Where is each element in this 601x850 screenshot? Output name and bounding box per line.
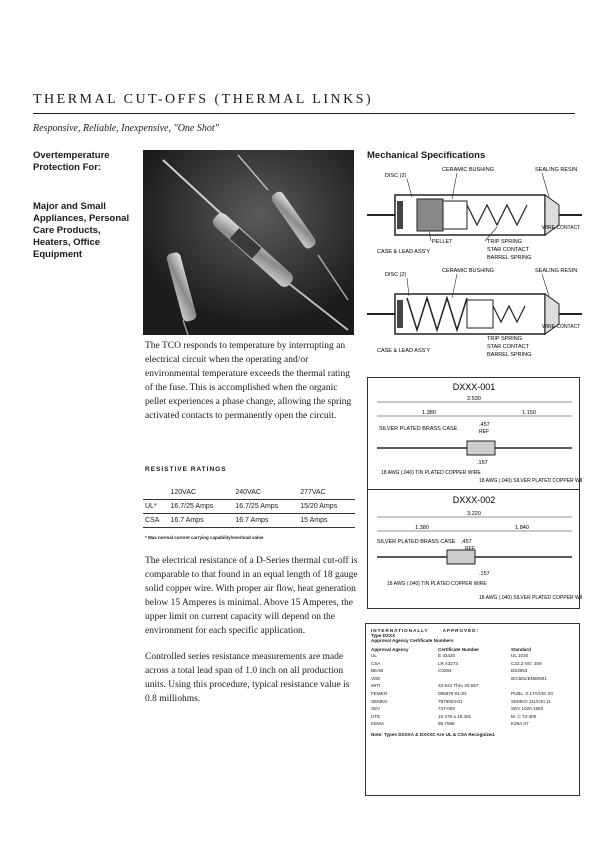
ratings-note: * Max normal current carrying capability/overload value: [145, 535, 264, 540]
dim-drawing-001-svg: [367, 378, 582, 488]
ratings-cell: CSA: [143, 514, 169, 528]
approval-cell: VDE: [371, 675, 381, 681]
model-002-ref: REF: [465, 546, 475, 552]
page-subtitle: Responsive, Reliable, Inexpensive, "One Shot": [33, 123, 219, 134]
approval-cell: K29A.07: [511, 721, 529, 727]
ratings-cell: UL*: [143, 500, 169, 514]
mechanical-diagram-2: [367, 266, 582, 364]
label-wire-contact: WIRE CONTACT: [542, 324, 581, 330]
label-star-contact: STAR CONTACT: [487, 247, 529, 253]
approval-cell: UTE: [371, 713, 381, 719]
mechanical-diagram-1: [367, 163, 582, 265]
mechanical-title: Mechanical Specifications: [367, 150, 486, 161]
body-text-lower: [145, 554, 360, 718]
approval-note: Note: Types DXXXA & DXXXC Are UL & CSA Recognized.: [371, 731, 496, 737]
resistance-paragraph: The electrical resistance of a D-Series thermal cut-off is comparable to that found in an equal length of 18 gauge solid copper wire. With proper air flow, heat generation below 15 Amperes is minimal. Above 15 Amperes, the upper limit on current capacity will depend on the environment for each specific application.: [145, 556, 358, 636]
ratings-col-1: 120VAC: [169, 486, 234, 500]
ratings-row: [143, 514, 355, 528]
approval-cell: C22.2 NO. 209: [511, 660, 542, 666]
approval-cell: UL 1020: [511, 653, 529, 658]
label-disc: DISC (2): [385, 173, 407, 179]
body-text-upper: [145, 339, 360, 435]
thermal-cutoff-photo-image: [143, 150, 354, 335]
approval-title-left: INTERNATIONALLY: [371, 628, 429, 633]
ratings-col-3: 277VAC: [298, 486, 355, 500]
model-002-diameter: .457: [461, 539, 472, 545]
label-barrel-spring: BARREL SPRING: [487, 352, 532, 358]
approval-cell: FEMKO: [371, 690, 388, 696]
ratings-row: [143, 500, 355, 514]
label-trip-spring: TRIP SPRING: [487, 336, 523, 342]
model-002-overall: 3.220: [467, 511, 481, 517]
approval-row: [371, 652, 574, 660]
approval-header-certificate: Certificate Number: [438, 647, 480, 652]
dimension-divider: [367, 489, 580, 490]
approval-cell: SEV 1020.1983: [511, 706, 544, 712]
dimension-drawing-002: [367, 491, 582, 607]
model-002-name: DXXX-002: [452, 495, 496, 505]
model-001-lead-dia: .157: [477, 460, 488, 466]
approval-cell: BEAB: [371, 668, 384, 674]
label-barrel-spring: BARREL SPRING: [487, 255, 532, 261]
approval-row: [371, 713, 574, 721]
label-pellet: PELLET: [432, 239, 453, 245]
approval-cell: E 43420: [438, 653, 456, 658]
approval-row: [371, 682, 574, 690]
label-star-contact: STAR CONTACT: [487, 344, 529, 350]
approval-subtitle: Approval Agency Certificate Numbers: [371, 638, 454, 643]
ratings-cell: 16.7 Amps: [233, 514, 298, 528]
label-case-lead: CASE & LEAD ASS'Y: [377, 249, 431, 255]
approval-cell: UL: [371, 653, 377, 658]
approval-cell: 7979004-01: [438, 698, 463, 704]
dim-drawing-002-svg: [367, 491, 582, 607]
overtemperature-heading: Overtemperature Protection For:: [33, 150, 110, 173]
model-001-ref: REF: [479, 429, 489, 435]
approval-title-right: APPROVED:: [442, 628, 479, 633]
approval-row: [371, 675, 574, 683]
approval-cell: MITI: [371, 683, 381, 689]
approval-cell: SEMKO: [371, 698, 388, 704]
measurement-paragraph: Controlled series resistance measurements are made across a total lead span of 1.0 inch on all production units. Using this procedure, typical resistance value is 0.8 milliohms.: [145, 652, 350, 704]
ratings-title: RESISTIVE RATINGS: [145, 466, 227, 473]
approval-type: Type DXXX: [371, 633, 396, 638]
title-rule: [33, 113, 575, 114]
model-002-lead-dia: .157: [479, 571, 490, 577]
label-wire-contact: WIRE CONTACT: [542, 225, 581, 231]
label-ceramic-bushing: CERAMIC BUSHING: [442, 268, 494, 274]
approval-header-agency: Approval Agency: [371, 647, 409, 652]
ratings-col-0: [143, 486, 169, 500]
model-002-left: 1.380: [415, 525, 429, 531]
model-001-right: 1.150: [522, 410, 536, 416]
approval-cell: 95.7665: [438, 721, 455, 727]
page-title: THERMAL CUT-OFFS (THERMAL LINKS): [33, 92, 374, 107]
label-disc: DISC (2): [385, 272, 407, 278]
approval-cell: 19.479 a 19.481: [438, 713, 472, 719]
approval-row: [371, 667, 574, 675]
cutoff-cross-section-2: [367, 266, 582, 364]
ratings-table: [143, 486, 355, 528]
approval-row: [371, 690, 574, 698]
label-ceramic-bushing: CERAMIC BUSHING: [442, 167, 494, 173]
model-002-lead-right: 18 AWG (.040) SILVER PLATED COPPER WIRE: [479, 595, 582, 601]
approval-cell: SEMKO 111/CEI 11: [511, 698, 551, 704]
approval-row: [371, 698, 574, 706]
model-002-right: 1.840: [515, 525, 529, 531]
model-001-case-label: SILVER PLATED BRASS CASE: [379, 426, 458, 432]
approval-cell: [511, 682, 574, 690]
approval-cell: 737-003: [438, 706, 455, 712]
approval-rows: [371, 652, 574, 728]
approval-cell: C0284: [438, 668, 452, 674]
ratings-cell: 16.7/25 Amps: [169, 500, 234, 514]
ratings-cell: 16.7 Amps: [169, 514, 234, 528]
model-001-diameter: .457: [479, 422, 490, 428]
approval-row: [371, 705, 574, 713]
approval-cell: 095875-01-03: [438, 690, 467, 696]
approval-box: [365, 623, 580, 796]
approval-cell: SEV: [371, 706, 381, 712]
approval-row: [371, 720, 574, 728]
cutoff-cross-section-1: [367, 163, 582, 265]
model-001-lead-left: 18 AWG (.040) TIN PLATED COPPER WIRE: [381, 470, 481, 476]
model-001-left: 1.380: [422, 410, 436, 416]
ratings-cell: 15/20 Amps: [298, 500, 355, 514]
approval-cell: LR 43273: [438, 660, 458, 666]
approval-cell: 33-541 Thru 33-557: [438, 683, 479, 689]
approval-cell: PUBL. 0.17A/CEI 20: [511, 690, 553, 696]
approval-header-standard: Standard: [511, 647, 531, 652]
label-trip-spring: TRIP SPRING: [487, 239, 523, 245]
approval-row: [371, 660, 574, 668]
approval-cell: M. C 73-400: [511, 713, 537, 719]
description-paragraph: The TCO responds to temperature by interrupting an electrical circuit when the operating and/or environmental temperature exceeds the thermal rating of the fuse. This is accomplished when the organic pellet experiences a phase change, allowing the spring activated contacts to permanently open the circuit.: [145, 341, 352, 421]
approval-cell: CSA: [371, 660, 381, 666]
label-case-lead: CASE & LEAD ASS'Y: [377, 348, 431, 354]
approval-cell: KEMA: [371, 721, 385, 727]
label-sealing-resin: SEALING RESIN: [535, 268, 578, 274]
model-001-name: DXXX-001: [452, 382, 496, 392]
approval-cell: [438, 675, 511, 683]
product-photo: [143, 150, 354, 335]
ratings-col-2: 240VAC: [233, 486, 298, 500]
model-002-lead-left: 18 AWG (.040) TIN PLATED COPPER WIRE: [387, 581, 487, 587]
model-001-overall: 2.530: [467, 396, 481, 402]
ratings-cell: 16.7/25 Amps: [233, 500, 298, 514]
model-002-case-label: SILVER PLATED BRASS CASE: [377, 539, 456, 545]
model-001-lead-right: 18 AWG (.040) SILVER PLATED COPPER WIRE: [479, 478, 582, 484]
ratings-cell: 15 Amps: [298, 514, 355, 528]
approval-cell: IEC691/EN60691: [511, 675, 547, 681]
applications-heading: Major and Small Appliances, Personal Care Products, Heaters, Office Equipment: [33, 201, 130, 260]
dimension-drawing-001: [367, 378, 582, 488]
ratings-header-row: [143, 486, 355, 500]
label-sealing-resin: SEALING RESIN: [535, 167, 578, 173]
approval-cell: BS3953: [511, 668, 528, 674]
